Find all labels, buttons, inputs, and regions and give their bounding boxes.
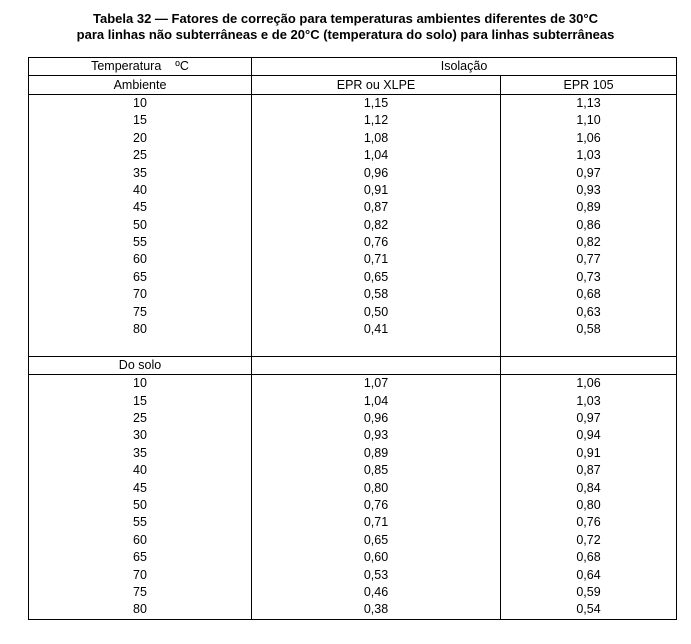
header-ambiente: Ambiente — [29, 76, 252, 94]
epr-xlpe-cell: 0,89 — [252, 445, 501, 462]
epr-xlpe-cell: 1,07 — [252, 375, 501, 393]
temperature-cell: 30 — [29, 427, 252, 444]
table-row — [29, 375, 677, 393]
table-row — [29, 321, 677, 338]
table-row — [29, 112, 677, 129]
epr-xlpe-cell: 1,04 — [252, 392, 501, 409]
temperature-cell: 15 — [29, 112, 252, 129]
temperature-cell: 15 — [29, 392, 252, 409]
temperature-cell: 55 — [29, 234, 252, 251]
temperature-cell: 70 — [29, 566, 252, 583]
epr105-cell: 0,91 — [501, 445, 677, 462]
table-title-line-2: para linhas não subterrâneas e de 20°C (temperatura do solo) para linhas subterrâneas — [76, 27, 615, 42]
epr-xlpe-cell: 0,85 — [252, 462, 501, 479]
solo-label: Do solo — [29, 356, 252, 374]
epr105-cell: 0,73 — [501, 269, 677, 286]
epr-xlpe-cell: 0,96 — [252, 164, 501, 181]
epr105-cell: 0,58 — [501, 321, 677, 338]
epr-xlpe-cell: 0,58 — [252, 286, 501, 303]
epr-xlpe-cell: 0,93 — [252, 427, 501, 444]
table-row — [29, 462, 677, 479]
temperature-cell: 50 — [29, 217, 252, 234]
epr-xlpe-cell: 0,46 — [252, 584, 501, 601]
epr-xlpe-cell: 0,71 — [252, 514, 501, 531]
table-row — [29, 199, 677, 216]
correction-factors-table — [28, 57, 677, 620]
table-row — [29, 392, 677, 409]
epr-xlpe-cell: 0,76 — [252, 497, 501, 514]
table-title — [0, 11, 691, 43]
epr105-cell: 0,80 — [501, 497, 677, 514]
table-row — [29, 566, 677, 583]
temperature-cell: 60 — [29, 251, 252, 268]
header-unit: ºC — [175, 59, 189, 74]
table-row — [29, 532, 677, 549]
table-row — [29, 130, 677, 147]
epr-xlpe-cell: 0,38 — [252, 601, 501, 619]
table-row — [29, 234, 677, 251]
epr-xlpe-cell: 0,50 — [252, 303, 501, 320]
temperature-cell: 65 — [29, 549, 252, 566]
temperature-cell: 45 — [29, 479, 252, 496]
epr105-cell: 0,87 — [501, 462, 677, 479]
temperature-cell: 75 — [29, 303, 252, 320]
table-row — [29, 147, 677, 164]
header-row-1 — [29, 58, 677, 76]
temperature-cell: 35 — [29, 445, 252, 462]
empty-cell — [501, 356, 677, 374]
epr105-cell: 1,13 — [501, 94, 677, 112]
temperature-cell: 70 — [29, 286, 252, 303]
temperature-cell: 25 — [29, 147, 252, 164]
epr105-cell: 0,93 — [501, 182, 677, 199]
epr-xlpe-cell: 0,87 — [252, 199, 501, 216]
temperature-cell: 40 — [29, 182, 252, 199]
epr105-cell: 1,03 — [501, 147, 677, 164]
epr105-cell: 1,10 — [501, 112, 677, 129]
epr-xlpe-cell: 0,65 — [252, 532, 501, 549]
empty-cell — [252, 356, 501, 374]
epr-xlpe-cell: 0,96 — [252, 410, 501, 427]
epr-xlpe-cell: 1,08 — [252, 130, 501, 147]
epr105-cell: 0,97 — [501, 410, 677, 427]
epr105-cell: 0,76 — [501, 514, 677, 531]
epr105-cell: 0,64 — [501, 566, 677, 583]
temperature-cell: 65 — [29, 269, 252, 286]
temperature-cell: 45 — [29, 199, 252, 216]
epr105-cell: 0,97 — [501, 164, 677, 181]
epr105-cell: 0,59 — [501, 584, 677, 601]
table-row — [29, 410, 677, 427]
epr-xlpe-cell: 0,71 — [252, 251, 501, 268]
spacer-cell — [29, 338, 252, 356]
header-epr105: EPR 105 — [501, 76, 677, 94]
epr-xlpe-cell: 0,82 — [252, 217, 501, 234]
epr-xlpe-cell: 0,65 — [252, 269, 501, 286]
spacer-cell — [501, 338, 677, 356]
epr-xlpe-cell: 0,91 — [252, 182, 501, 199]
epr105-cell: 0,77 — [501, 251, 677, 268]
table-row — [29, 479, 677, 496]
table-title-line-1: Tabela 32 — Fatores de correção para temperaturas ambientes diferentes de 30°C — [93, 11, 598, 26]
temperature-cell: 40 — [29, 462, 252, 479]
epr105-cell: 1,06 — [501, 375, 677, 393]
table-row — [29, 427, 677, 444]
table-row — [29, 497, 677, 514]
epr105-cell: 0,72 — [501, 532, 677, 549]
spacer-row — [29, 338, 677, 356]
temperature-cell: 75 — [29, 584, 252, 601]
epr105-cell: 0,86 — [501, 217, 677, 234]
table-row — [29, 601, 677, 619]
epr-xlpe-cell: 0,41 — [252, 321, 501, 338]
epr-xlpe-cell: 1,04 — [252, 147, 501, 164]
temperature-cell: 55 — [29, 514, 252, 531]
header-temperatura-cell — [29, 58, 252, 76]
temperature-cell: 50 — [29, 497, 252, 514]
spacer-cell — [252, 338, 501, 356]
table-row — [29, 549, 677, 566]
temperature-cell: 20 — [29, 130, 252, 147]
table-row — [29, 164, 677, 181]
solo-header-row — [29, 356, 677, 374]
temperature-cell: 60 — [29, 532, 252, 549]
epr-xlpe-cell: 1,15 — [252, 94, 501, 112]
epr105-cell: 0,68 — [501, 286, 677, 303]
header-row-2 — [29, 76, 677, 94]
table-row — [29, 217, 677, 234]
epr105-cell: 1,06 — [501, 130, 677, 147]
table-row — [29, 94, 677, 112]
header-epr-xlpe: EPR ou XLPE — [252, 76, 501, 94]
temperature-cell: 35 — [29, 164, 252, 181]
temperature-cell: 80 — [29, 321, 252, 338]
temperature-cell: 80 — [29, 601, 252, 619]
epr105-cell: 0,84 — [501, 479, 677, 496]
epr105-cell: 0,82 — [501, 234, 677, 251]
epr105-cell: 1,03 — [501, 392, 677, 409]
header-isolacao: Isolação — [252, 58, 677, 76]
table-row — [29, 584, 677, 601]
epr-xlpe-cell: 0,60 — [252, 549, 501, 566]
table-row — [29, 182, 677, 199]
table-row — [29, 303, 677, 320]
temperature-cell: 10 — [29, 94, 252, 112]
table-row — [29, 514, 677, 531]
epr105-cell: 0,63 — [501, 303, 677, 320]
temperature-cell: 25 — [29, 410, 252, 427]
temperature-cell: 10 — [29, 375, 252, 393]
table-row — [29, 445, 677, 462]
header-temperatura: Temperatura — [91, 59, 162, 74]
table-row — [29, 286, 677, 303]
epr105-cell: 0,54 — [501, 601, 677, 619]
table-row — [29, 251, 677, 268]
epr105-cell: 0,89 — [501, 199, 677, 216]
epr-xlpe-cell: 0,80 — [252, 479, 501, 496]
epr105-cell: 0,94 — [501, 427, 677, 444]
epr-xlpe-cell: 0,76 — [252, 234, 501, 251]
epr-xlpe-cell: 1,12 — [252, 112, 501, 129]
epr-xlpe-cell: 0,53 — [252, 566, 501, 583]
epr105-cell: 0,68 — [501, 549, 677, 566]
table-row — [29, 269, 677, 286]
